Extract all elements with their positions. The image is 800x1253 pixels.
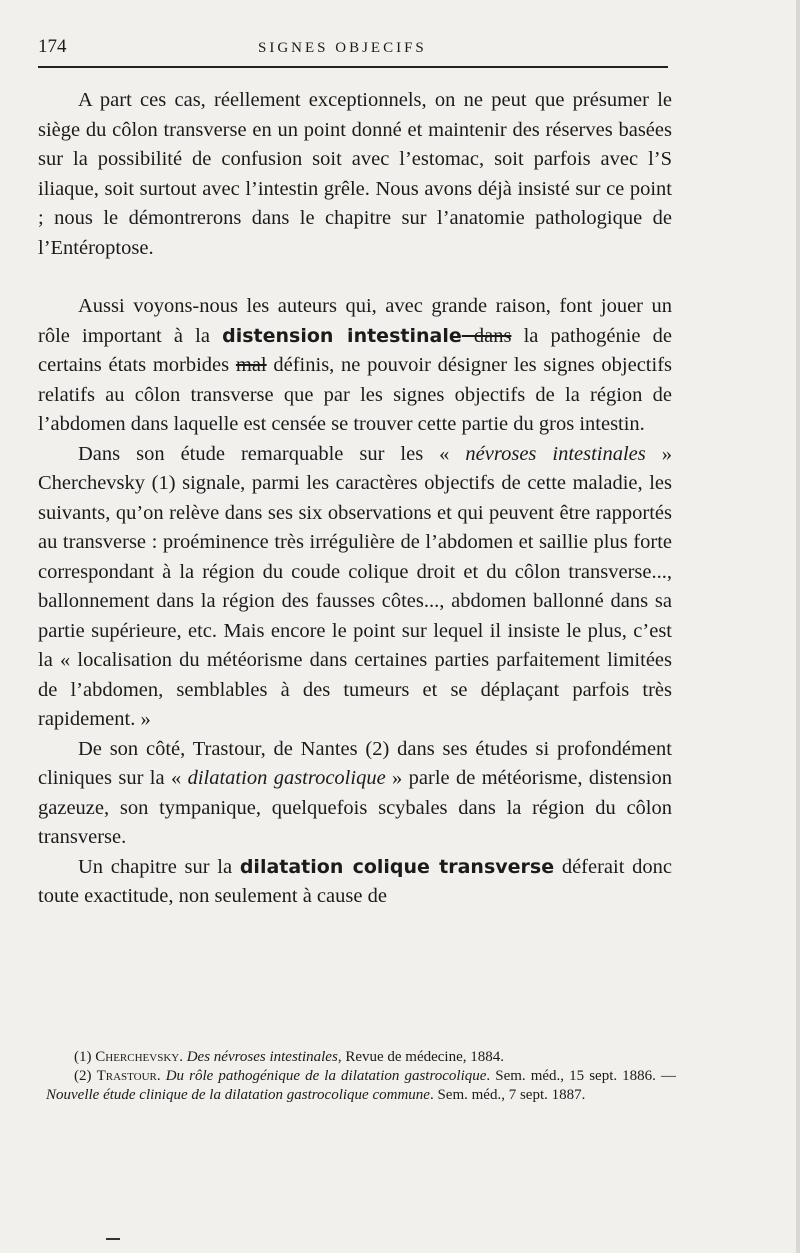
paragraph-5-bold-term: dilatation colique transverse	[239, 855, 555, 878]
page-number: 174	[38, 36, 67, 57]
paragraph-2-bold-term: distension intestinale	[222, 324, 462, 347]
footnote-2	[46, 1067, 676, 1105]
bottom-printer-mark	[106, 1238, 120, 1240]
paragraph-2-text-2: la pathogénie de certains états morbides	[38, 324, 672, 376]
paragraph-3-text-2: » Cherchevsky (1) signale, parmi les caractères objectifs de cette maladie, les suivants, qu’on relève dans ses six observations et qui peuvent être rapportés au transverse : proéminence très irrégulière de l’abdomen et saillie plus forte correspondant à la région du coude colique droit et du côlon transverse..., ballonnement dans la région des fausses côtes..., abdomen ballonné dans sa partie supérieure, etc. Mais encore le point sur lequel il insiste le plus, c’est la « localisation du météorisme dans certaines parties parfaitement limitées de l’abdomen, semblables à des tumeurs et se déplaçant parfois très rapidement. »	[38, 442, 672, 730]
page-edge-shadow	[796, 0, 800, 1253]
paragraph-4-text-1: De son côté, Trastour, de Nantes (2) dans ses études si profondément cliniques sur la «	[38, 737, 672, 789]
paragraph-3-italic-title: névroses intestinales	[465, 442, 646, 465]
footnote-2-citation-2: . Sem. méd., 7 sept. 1887.	[429, 1087, 586, 1103]
footnote-1-number: (1)	[74, 1049, 96, 1065]
paragraph-4	[38, 735, 672, 853]
footnote-1-title: Des névroses intestinales	[182, 1049, 338, 1065]
footnote-1	[46, 1048, 676, 1067]
paragraph-2-text-1: Aussi voyons-nous les auteurs qui, avec grande raison, font jouer un rôle important à la	[38, 295, 672, 347]
footnote-2-citation-1: . Sem. méd., 15 sept. 1886. —	[486, 1068, 677, 1084]
paragraph-2-struck-word-1: dans	[461, 324, 512, 347]
running-title: SIGNES OBJECIFS	[258, 40, 427, 56]
paragraph-1: A part ces cas, réellement exceptionnels, on ne peut que présumer le siège du côlon transverse en un point donné et maintenir des réserves basées sur la possibilité de confusion soit avec l’estomac, soit parfois avec l’S iliaque, soit surtout avec l’intestin grêle. Nous avons déjà insisté sur ce point ; nous le démontrerons dans le chapitre sur l’anatomie pathologique de l’Entéroptose.	[38, 89, 672, 259]
footnote-2-title-1: Du rôle pathogénique de la dilatation gastrocolique	[160, 1068, 487, 1084]
paragraph-3-text-1: Dans son étude remarquable sur les «	[78, 442, 466, 465]
paragraph-5-text-1: Un chapitre sur la	[78, 855, 240, 878]
paragraph-3	[38, 440, 672, 735]
paragraph-2-struck-word-2: mal	[235, 354, 267, 376]
paragraph-5-text-2: déferait donc toute exactitude, non seulement à cause de	[38, 855, 672, 907]
header-rule	[38, 66, 668, 68]
footnote-1-citation: , Revue de médecine, 1884.	[337, 1049, 505, 1065]
paragraph-5	[38, 853, 672, 912]
paragraph-4-text-2: » parle de météorisme, distension gazeuze, son tympanique, quelquefois scybales dans la région du côlon transverse.	[38, 767, 672, 848]
footnote-2-author: Trastour.	[96, 1068, 161, 1084]
footnote-2-title-2: Nouvelle étude clinique de la dilatation gastrocolique commune	[46, 1087, 430, 1103]
paragraph-4-italic-title: dilatation gastrocolique	[187, 767, 386, 789]
footnote-2-number: (2)	[74, 1068, 97, 1084]
footnotes	[46, 1048, 676, 1105]
paragraph-2	[38, 292, 672, 440]
body-text	[38, 86, 672, 912]
page-header	[38, 36, 668, 66]
paragraph-2-text-3: définis, ne pouvoir désigner les signes objectifs relatifs au côlon transverse que par les signes objectifs de la région de l’abdomen dans laquelle est censée se trouver cette partie du gros intestin.	[38, 354, 672, 435]
footnote-1-author: Cherchevsky.	[95, 1049, 183, 1065]
